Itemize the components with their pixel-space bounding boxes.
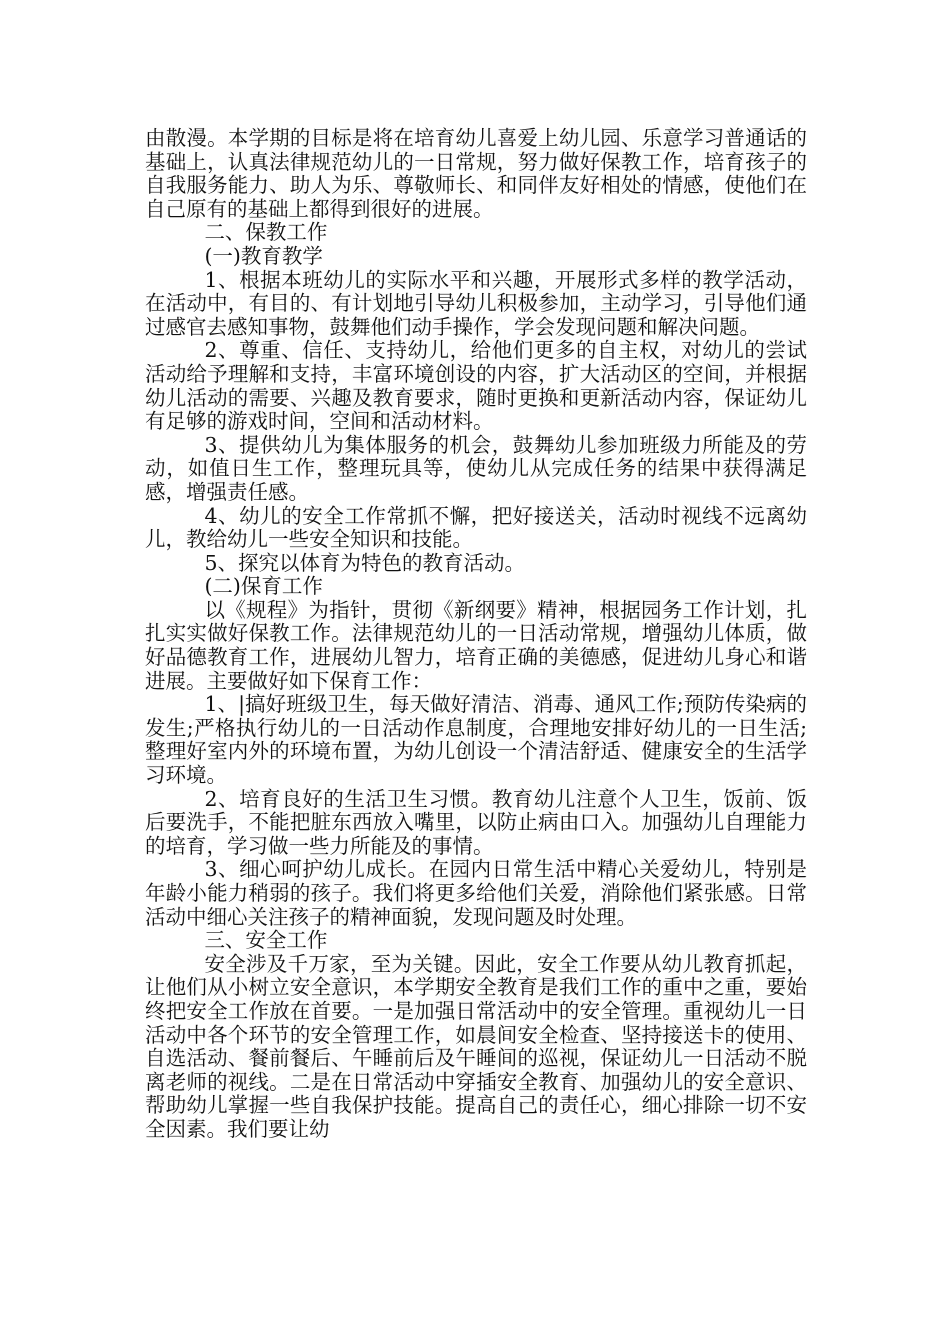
section-heading-care-education: 二、保教工作 <box>204 220 328 245</box>
paragraph-intro-continued: 由散漫。本学期的目标是将在培育幼儿喜爱上幼儿园、乐意学习普通话的基础上，认真法律规范幼儿的一日常规，努力做好保教工作，培育孩子的自我服务能力、助人为乐、尊敬师长、和同伴友好相处的情感，使他们在自己原有的基础上都得到很好的进展。 <box>145 126 807 221</box>
paragraph-safety: 安全涉及千万家，至为关键。因此，安全工作要从幼儿教育抓起，让他们从小树立安全意识，本学期安全教育是我们工作的重中之重，要始终把安全工作放在首要。一是加强日常活动中的安全管理。重视幼儿一日活动中各个环节的安全管理工作，如晨间安全检查、坚持接送卡的使用、自选活动、餐前餐后、午睡前后及午睡间的巡视，保证幼儿一日活动不脱离老师的视线。二是在日常活动中穿插安全教育、加强幼儿的安全意识、帮助幼儿掌握一些自我保护技能。提高自己的责任心，细心排除一切不安全因素。我们要让幼 <box>145 951 807 1141</box>
paragraph-teaching-4: 4、幼儿的安全工作常抓不懈，把好接送关，活动时视线不远离幼儿，教给幼儿一些安全知识和技能。 <box>145 503 807 552</box>
paragraph-nursing-3: 3、细心呵护幼儿成长。在园内日常生活中精心关爱幼儿，特别是年龄小能力稍弱的孩子。我们将更多给他们关爱，消除他们紧张感。日常活动中细心关注孩子的精神面貌，发现问题及时处理。 <box>145 857 807 929</box>
paragraph-nursing-1: 1、|搞好班级卫生，每天做好清洁、消毒、通风工作;预防传染病的发生;严格执行幼儿的一日活动作息制度，合理地安排好幼儿的一日生活;整理好室内外的环境布置，为幼儿创设一个清洁舒适、健康安全的生活学习环境。 <box>145 692 807 788</box>
document-page <box>145 127 807 1142</box>
paragraph-nursing-2: 2、培育良好的生活卫生习惯。教育幼儿注意个人卫生，饭前、饭后要洗手，不能把脏东西放入嘴里，以防止病由口入。加强幼儿自理能力的培育，学习做一些力所能及的事情。 <box>145 786 807 858</box>
paragraph-teaching-1: 1、根据本班幼儿的实际水平和兴趣，开展形式多样的教学活动，在活动中，有目的、有计划地引导幼儿积极参加，主动学习，引导他们通过感官去感知事物，鼓舞他们动手操作，学会发现问题和解决问题。 <box>145 267 807 339</box>
paragraph-nursing-intro: 以《规程》为指针，贯彻《新纲要》精神，根据园务工作计划，扎扎实实做好保教工作。法律规范幼儿的一日活动常规，增强幼儿体质，做好品德教育工作，进展幼儿智力，培育正确的美德感，促进幼儿身心和谐进展。主要做好如下保育工作： <box>145 597 807 693</box>
paragraph-teaching-5: 5、探究以体育为特色的教育活动。 <box>204 550 525 575</box>
subsection-heading-nursing: (二)保育工作 <box>204 574 323 599</box>
paragraph-teaching-3: 3、提供幼儿为集体服务的机会，鼓舞幼儿参加班级力所能及的劳动，如值日生工作，整理玩具等，使幼儿从完成任务的结果中获得满足感，增强责任感。 <box>145 432 807 504</box>
paragraph-teaching-2: 2、尊重、信任、支持幼儿，给他们更多的自主权，对幼儿的尝试活动给予理解和支持，丰富环境创设的内容，扩大活动区的空间，并根据幼儿活动的需要、兴趣及教育要求，随时更换和更新活动内容，保证幼儿有足够的游戏时间，空间和活动材料。 <box>145 338 807 434</box>
subsection-heading-teaching: (一)教育教学 <box>204 243 323 268</box>
section-heading-safety: 三、安全工作 <box>204 928 328 953</box>
